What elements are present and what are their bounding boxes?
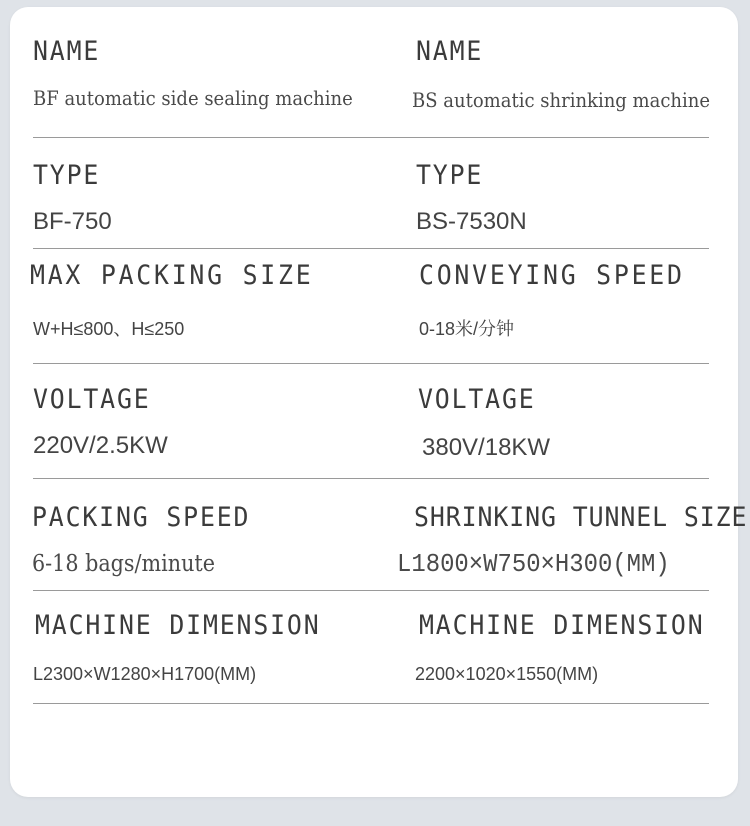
left-type-label: TYPE [33,160,101,191]
divider [33,590,709,591]
divider [33,137,709,138]
divider [33,363,709,364]
right-type-value: BS-7530N [416,208,527,235]
right-dimension-value: 2200×1020×1550(MM) [415,664,599,684]
divider [33,703,709,704]
divider [33,478,709,479]
left-speed-label: PACKING SPEED [32,502,251,533]
left-name-label: NAME [33,36,101,67]
left-voltage-label: VOLTAGE [33,384,151,415]
left-dimension-label: MACHINE DIMENSION [35,610,321,641]
left-voltage-value: 220V/2.5KW [33,432,168,459]
right-voltage-value: 380V/18KW [422,434,551,461]
right-name-value: BS automatic shrinking machine [412,88,711,112]
right-name-label: NAME [416,36,484,67]
left-type-value: BF-750 [33,208,112,235]
right-voltage-label: VOLTAGE [418,384,536,415]
right-type-label: TYPE [416,160,484,191]
left-size-value: W+H≤800、H≤250 [33,319,185,339]
left-dimension-value: L2300×W1280×H1700(MM) [33,664,257,684]
right-tunnel-value: L1800×W750×H300(MM) [397,549,670,579]
left-speed-value: 6-18 bags/minute [32,551,216,577]
divider [33,248,709,249]
right-speed-value: 0-18米/分钟 [419,319,515,339]
right-tunnel-label: SHRINKING TUNNEL SIZE [414,502,748,533]
right-dimension-label: MACHINE DIMENSION [419,610,705,641]
right-speed-label: CONVEYING SPEED [419,260,685,291]
left-name-value: BF automatic side sealing machine [33,86,353,110]
left-size-label: MAX PACKING SIZE [30,260,314,291]
